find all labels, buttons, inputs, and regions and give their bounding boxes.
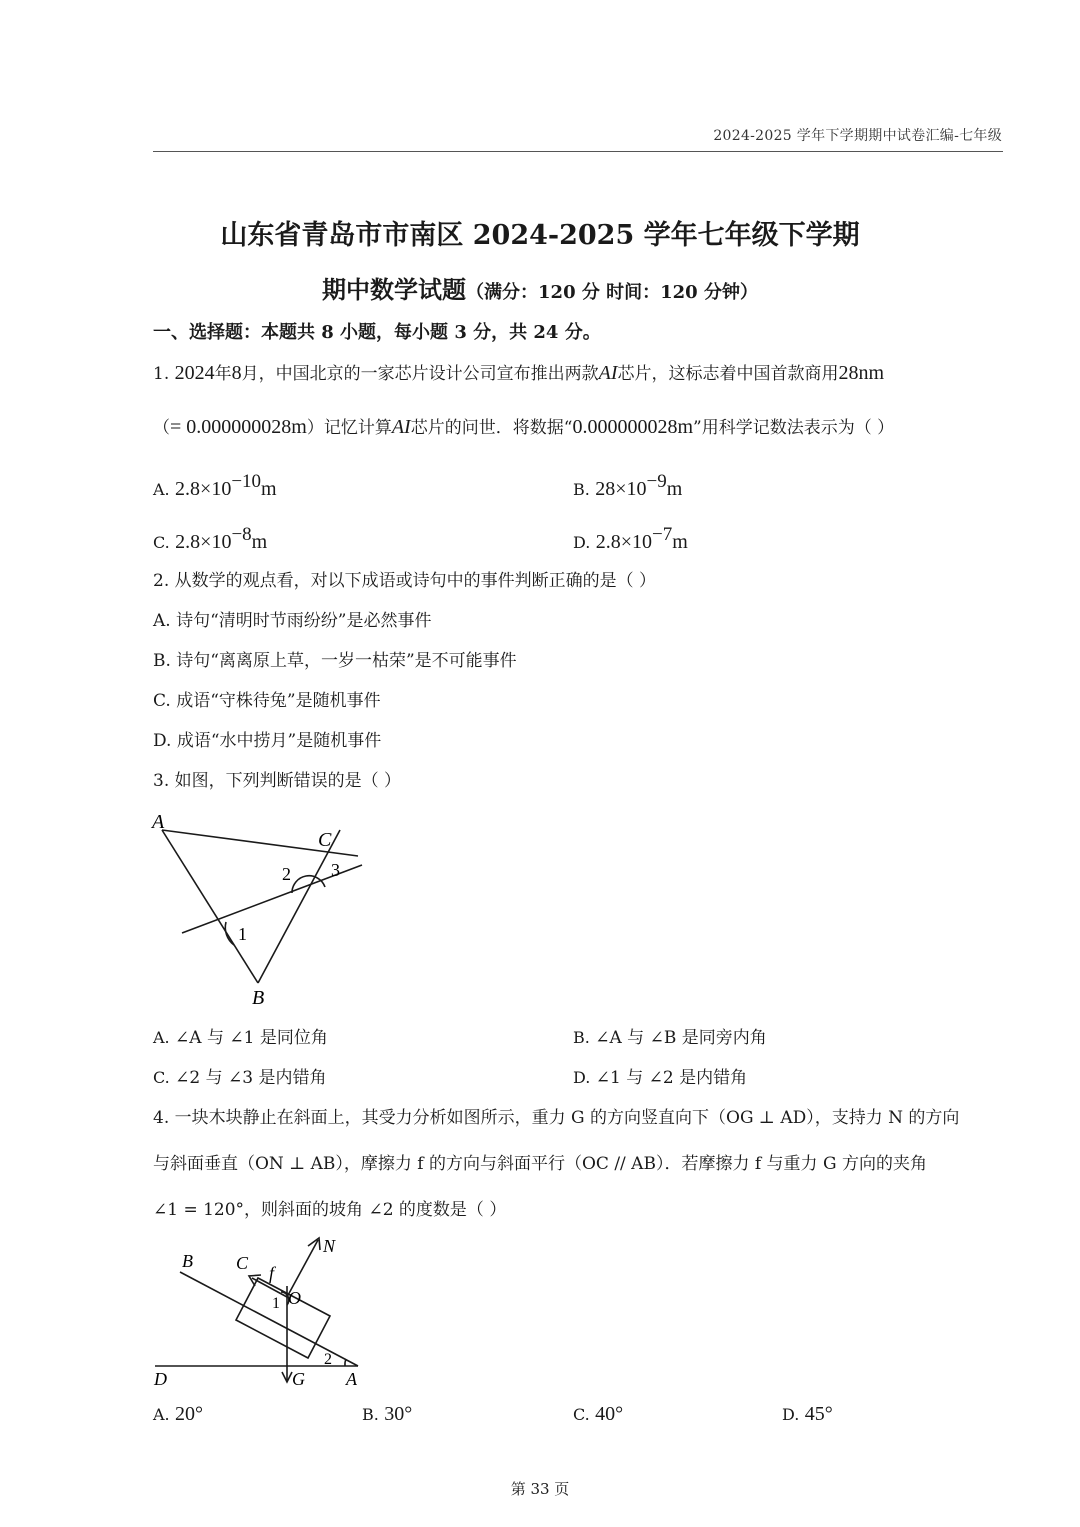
option-text: ∠A 与 ∠B 是同旁内角: [595, 1028, 767, 1048]
q1-number: 1.: [153, 364, 170, 384]
q1-option-a[interactable]: [153, 470, 277, 502]
option-label: C.: [153, 533, 170, 552]
option-mantissa: 2.8×10: [595, 531, 653, 553]
angle-2-arc: [345, 1359, 346, 1366]
q1-equation: = 0.000000028m: [170, 416, 307, 438]
label-d: D: [154, 1369, 167, 1389]
q1-month: 8: [231, 362, 242, 384]
q4-option-c[interactable]: [573, 1402, 623, 1427]
option-text: ∠1 与 ∠2 是内错角: [595, 1068, 748, 1088]
q1-paren-open: （: [153, 418, 170, 438]
q1-option-c[interactable]: [153, 523, 267, 555]
q1-ai-2: AI: [391, 416, 411, 438]
q3-option-a[interactable]: [153, 1026, 328, 1050]
q4-line2: 与斜面垂直（ON ⊥ AB），摩擦力 f 的方向与斜面平行（OC // AB）．若摩擦力 f 与重力 G 方向的夹角: [153, 1154, 927, 1174]
option-unit: m: [251, 531, 268, 553]
option-label: D.: [573, 533, 591, 552]
q1-text-c: 记忆计算: [323, 418, 392, 438]
option-exponent: −7: [652, 524, 673, 545]
label-angle-1: 1: [238, 924, 247, 944]
option-label: B.: [362, 1405, 379, 1424]
option-label: C.: [153, 1068, 170, 1087]
wooden-block: [236, 1278, 330, 1358]
q1-text-e: ”用科学记数法表示为（ ）: [693, 418, 895, 438]
option-text: 40°: [595, 1403, 624, 1425]
q4-figure: [140, 1230, 380, 1395]
option-label: A.: [153, 1405, 170, 1424]
q1-text-a: 月，中国北京的一家芯片设计公司宣布推出两款: [241, 364, 599, 384]
q3-stem: 3. 如图，下列判断错误的是（ ）: [153, 771, 402, 791]
q1-paren-close: ）: [306, 418, 324, 438]
page-number: 第 33 页: [510, 1480, 570, 1498]
line-bc: [258, 830, 340, 983]
option-exponent: −8: [231, 524, 252, 545]
label-o: O: [288, 1288, 301, 1308]
q4-option-a[interactable]: [153, 1402, 203, 1427]
option-text: 20°: [175, 1403, 204, 1425]
label-angle-1: 1: [272, 1295, 280, 1312]
subtitle-main: 期中数学试题: [322, 275, 467, 304]
option-text: ∠A 与 ∠1 是同位角: [175, 1028, 328, 1048]
option-unit: m: [261, 478, 277, 500]
q3-figure: [140, 808, 380, 1013]
label-a: A: [346, 1369, 357, 1389]
q3-option-d[interactable]: [573, 1066, 747, 1090]
label-angle-2: 2: [282, 864, 291, 884]
label-b: B: [182, 1251, 193, 1271]
q1-option-d[interactable]: [573, 523, 688, 555]
option-mantissa: 2.8×10: [175, 531, 232, 553]
q2-stem: 2. 从数学的观点看，对以下成语或诗句中的事件判断正确的是（ ）: [153, 571, 657, 591]
page-title: 山东省青岛市市南区 2024-2025 学年七年级下学期: [220, 220, 860, 251]
option-mantissa: 2.8×10: [175, 478, 232, 500]
q4-option-d[interactable]: [782, 1402, 833, 1427]
q1-text-year: 年: [214, 364, 232, 384]
q1-value: 0.000000028m: [572, 416, 693, 438]
option-label: D.: [573, 1068, 591, 1087]
q1-year: 2024: [174, 362, 215, 384]
label-a: A: [152, 811, 165, 833]
q4-line3: ∠1 = 120°，则斜面的坡角 ∠2 的度数是（ ）: [153, 1200, 507, 1220]
option-mantissa: 28×10: [595, 478, 647, 500]
q3-option-c[interactable]: [153, 1066, 327, 1090]
label-n: N: [323, 1236, 336, 1256]
option-label: D.: [782, 1405, 800, 1424]
label-angle-3: 3: [331, 860, 340, 880]
option-label: A.: [153, 480, 170, 499]
q1-text-b: 芯片，这标志着中国首款商用: [617, 364, 839, 384]
q2-option-b[interactable]: B. 诗句“离离原上草，一岁一枯荣”是不可能事件: [153, 651, 517, 671]
option-unit: m: [672, 531, 688, 553]
q2-option-c[interactable]: C. 成语“守株待兔”是随机事件: [153, 691, 381, 711]
q2-option-a[interactable]: A. 诗句“清明时节雨纷纷”是必然事件: [153, 611, 432, 631]
q4-option-b[interactable]: [362, 1402, 412, 1427]
q1-line2: [153, 416, 894, 439]
q3-option-b[interactable]: [573, 1026, 767, 1050]
option-label: B.: [573, 1028, 590, 1047]
section-heading: 一、选择题：本题共 8 小题，每小题 3 分，共 24 分。: [153, 322, 601, 343]
running-header: 2024-2025 学年下学期期中试卷汇编-七年级: [713, 128, 1002, 144]
label-angle-2: 2: [324, 1351, 332, 1368]
option-text: 30°: [384, 1403, 413, 1425]
label-c: C: [236, 1253, 249, 1273]
line-ab: [162, 830, 258, 983]
q4-line1: 4. 一块木块静止在斜面上，其受力分析如图所示，重力 G 的方向竖直向下（OG ⊥ AD），支持力 N 的方向: [153, 1108, 960, 1128]
header-divider: [153, 151, 1003, 152]
label-g: G: [292, 1369, 305, 1389]
option-text: ∠2 与 ∠3 是内错角: [175, 1068, 327, 1088]
option-unit: m: [666, 478, 683, 500]
label-f: f: [269, 1263, 275, 1283]
q2-option-d[interactable]: D. 成语“水中捞月”是随机事件: [153, 731, 382, 751]
label-c: C: [318, 829, 332, 851]
option-exponent: −9: [646, 471, 667, 492]
q1-nm: 28nm: [838, 362, 885, 384]
q1-option-b[interactable]: [573, 470, 682, 502]
q1-ai: AI: [598, 362, 618, 384]
option-exponent: −10: [231, 471, 262, 492]
option-label: B.: [573, 480, 590, 499]
option-label: A.: [153, 1028, 170, 1047]
q1-line1: [153, 362, 884, 385]
option-label: C.: [573, 1405, 590, 1424]
label-b: B: [252, 987, 265, 1009]
subtitle-score-time: （满分：120 分 时间：120 分钟）: [466, 282, 758, 303]
page-subtitle: [0, 270, 1080, 305]
q1-text-d: 芯片的问世．将数据“: [410, 418, 573, 438]
option-text: 45°: [804, 1403, 833, 1425]
